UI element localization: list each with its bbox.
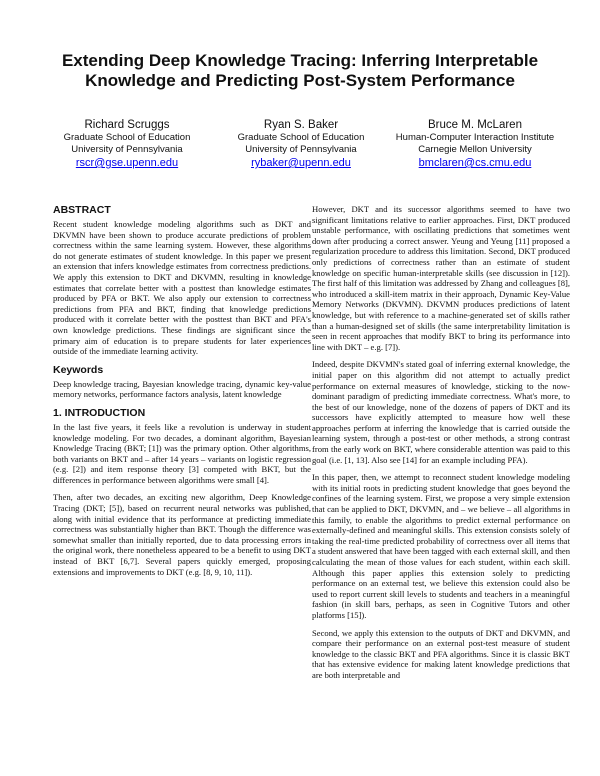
author-email-link[interactable]: rscr@gse.upenn.edu	[75, 157, 179, 169]
author-name: Richard Scruggs	[84, 119, 170, 131]
author-institution: University of Pennsylvania	[245, 144, 357, 155]
author-name: Bruce M. McLaren	[428, 119, 522, 131]
abstract-text: Recent student knowledge modeling algorithms such as DKT and DKVMN have been shown to produce accurate predictions of problem correctness within the same learning system. However, these algorithms do not generate estimates of student knowledge. In this paper we present an extension that infers knowledge estimates from correctness predictions. We apply this extension to DKT and DKVMN, resulting in knowledge estimates that correlate better with a posttest than knowledge estimates produced by PFA or BKT. We also apply our extension to correctness predictions from PFA and BKT, finding that knowledge predictions produced with it correlate better with the posttest than BKT and PFA's own knowledge predictions. These findings are significant since the primary aim of education is to prepare students for later experiences outside of the immediate learning activity.	[53, 219, 311, 357]
author-institution: University of Pennsylvania	[71, 144, 183, 155]
introduction-heading: 1. INTRODUCTION	[53, 406, 146, 419]
body-paragraph-3: In this paper, then, we attempt to reconnect student knowledge modeling with its initial roots in predicting student knowledge that goes beyond the confines of the learning system. First, we propose a very simple extension that can be applied to DKT, DKVMN, and – we believe – all algorithms in this family, to enable the algorithms to predict external performance on externally-defined and meaningful skills. This extension consists solely of taking the real-time predicted probability of correctness over all items that a student answered that have been tagged with each external skill, and then calculating the mean of those values for each student, within each skill. Although this paper applies this extension solely to predicting performance on an external test, we believe this extension could also be used to report current skill levels to students and teachers in a meaningful fashion (in skill bars, perhaps, as seen in Cognitive Tutors and other platforms [15]).	[312, 472, 570, 620]
author-affiliation: Human-Computer Interaction Institute	[395, 132, 555, 143]
keywords-text: Deep knowledge tracing, Bayesian knowledge tracing, dynamic key-value memory networks, performance factors analysis, latent knowledge	[53, 378, 311, 400]
body-paragraph-4: Second, we apply this extension to the outputs of DKT and DKVMN, and compare their performance on an external post-test measure of student knowledge to the classic BKT and PFA algorithms. Since it is classic BKT that has extensive evidence for making latent knowledge predictions that are both interpretable and	[312, 627, 570, 680]
author-block	[40, 118, 562, 170]
author-affiliation: Graduate School of Education	[237, 132, 365, 143]
keywords-heading: Keywords	[53, 363, 104, 376]
author-email-link[interactable]: rybaker@upenn.edu	[251, 157, 351, 169]
left-column	[53, 204, 311, 584]
abstract-heading: ABSTRACT	[53, 204, 111, 216]
paper-title: Extending Deep Knowledge Tracing: Inferring Interpretable Knowledge and Predicting Post-System Performance	[61, 51, 539, 90]
right-column	[312, 204, 570, 688]
body-paragraph-1: However, DKT and its successor algorithms seemed to have two significant limitations relative to earlier approaches. First, DKT produced unstable performance, with oscillating predictions that sometimes went down after producing a correct answer. Yeung and Yeung [11] proposed a regularization procedure to address this limitation. Second, DKT produced only predictions of correctness rather than an estimate of student knowledge on specific human-interpretable skills (see discussion in [12]). The first half of this limitation was addressed by Zhang and colleagues [8], who introduced a skill-item matrix in their approach, Dynamic Key-Value Memory Networks (DKVMN). DKVMN produces predictions of latent knowledge, but with reference to a machine-generated set of skills rather than a human-designed set of skills (the same interpretability limitation is seen in recent approaches that modify BKT to bring its performance into line with DKT – e.g. [7]).	[312, 204, 570, 352]
author-email-link[interactable]: bmclaren@cs.cmu.edu	[418, 157, 532, 169]
author-institution: Carnegie Mellon University	[418, 144, 532, 155]
intro-paragraph-1: In the last five years, it feels like a revolution is underway in student knowledge modeling. For two decades, a dominant algorithm, Bayesian Knowledge Tracing (BKT; [1]) was the primary option. Other algorithms, both variants on BKT and – after 14 years – variants on logistic regression (e.g. [2]) and item response theory [3] competed with BKT, but the differences in performance between algorithms were small [4].	[53, 421, 311, 485]
intro-paragraph-2: Then, after two decades, an exciting new algorithm, Deep Knowledge Tracing (DKT; [5]), based on recurrent neural networks was published, along with initial evidence that its performance at predicting immediate correctness was substantially higher than BKT. Though the difference was somewhat smaller than initially reported, due to data processing errors in the original work, there nonetheless appeared to be a benefit to using DKT instead of BKT [6,7]. Several papers quickly emerged, proposing extensions and improvements to DKT (e.g. [8, 9, 10, 11]).	[53, 492, 311, 577]
author-3	[388, 118, 562, 170]
author-name: Ryan S. Baker	[263, 119, 339, 131]
body-paragraph-2: Indeed, despite DKVMN's stated goal of inferring external knowledge, the initial paper on this algorithm did not attempt to actually predict performance on external measures of knowledge, sticking to the now-dominant paradigm of predicting immediate correctness. What's more, to the best of our knowledge, none of the dozens of papers of DKT and its successors have explicitly attempted to measure how well these approaches perform at inferring the knowledge that is carried outside the learning system, through a post-test or other methods, a strong contrast from the early work on BKT, where considerable attention was paid to this goal (i.e. [1, 13]. Also see [14] for an example including PFA).	[312, 359, 570, 465]
author-affiliation: Graduate School of Education	[63, 132, 191, 143]
author-2	[214, 118, 388, 170]
author-1	[40, 118, 214, 170]
